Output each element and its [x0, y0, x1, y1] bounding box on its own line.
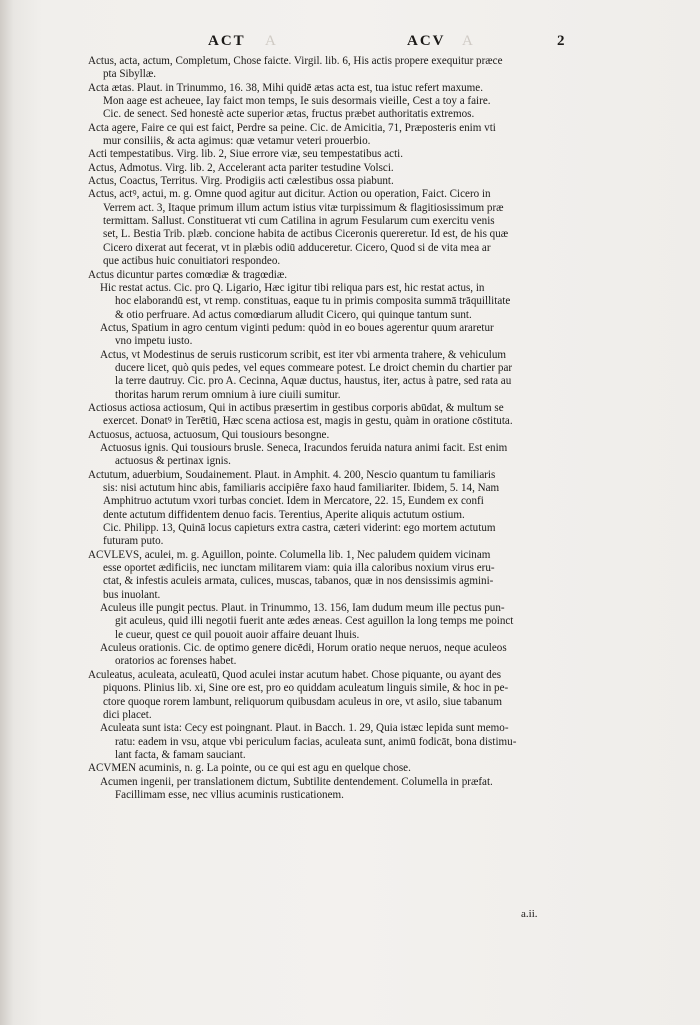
entry-line: bus inuolant. [103, 588, 161, 601]
dictionary-entry [88, 762, 610, 775]
dictionary-entry [88, 188, 610, 268]
entry-line: Acti tempestatibus. Virg. lib. 2, Siue errore viæ, seu tempestatibus acti. [88, 148, 404, 161]
page-spine-shadow [0, 0, 14, 1025]
entry-line: Actus, acta, actum, Completum, Chose faicte. Virgil. lib. 6, His actis propere exequitur præce [88, 55, 503, 67]
entry-line: Aculeus orationis. Cic. de optimo genere dicēdi, Horum oratio neque neruos, neque aculeos [100, 642, 507, 655]
entry-line: ducere licet, quò quis pedes, vel eques commeare potest. Le droict chemin du chartier par [115, 361, 513, 374]
entry-line: ratu: eadem in vsu, atque vbi periculum facias, aculeata sunt, animū fodicāt, bona distimu- [115, 735, 517, 748]
dictionary-subentry [88, 442, 610, 469]
entry-line: Cic. de senect. Sed honestè acte superior ætas, fructus præbet authoritatis extremos. [103, 108, 475, 121]
entry-line: thoritas harum rerum omnium à iure ciuili sumitur. [115, 388, 341, 401]
entry-line: Amphitruo actutum vxori turbas conciet. Idem in Mercatore, 22. 15, Eundem ex confi [103, 495, 484, 508]
dictionary-entry [88, 148, 610, 161]
entry-line: Cic. Philipp. 13, Quinā locus capieturs extra castra, cæteri viderint: ego mortem actutum [103, 522, 496, 535]
entry-line: Actus, vt Modestinus de seruis rusticorum scribit, est iter vbi armenta trahere, & vehiculum [100, 348, 507, 361]
dictionary-entry [88, 175, 610, 188]
entry-line: Aculeus ille pungit pectus. Plaut. in Trinummo, 13. 156, Iam dudum meum ille pectus pun- [100, 602, 505, 615]
dictionary-subentry [88, 322, 610, 349]
dictionary-entry [88, 269, 610, 282]
dictionary-entry [88, 669, 610, 722]
entry-line: Cicero dixerat aut fecerat, vt in plæbis odiū adduceretur. Cicero, Quod si de vita mea ar [103, 241, 491, 254]
dictionary-entry [88, 402, 610, 429]
dictionary-body [88, 55, 610, 802]
entry-line: Aculeatus, aculeata, aculeatū, Quod aculei instar acutum habet. Chose piquante, ou ayant des [88, 668, 502, 681]
dictionary-subentry [88, 642, 610, 669]
entry-line: Actuosus ignis. Qui tousiours brusle. Seneca, Iracundos feruida natura animi facit. Est enim [100, 441, 508, 454]
entry-line: actuosus & pertinax ignis. [115, 455, 231, 468]
header-left-ghost: A [265, 33, 278, 49]
running-header [0, 33, 700, 55]
entry-line: esse oportet ædificiis, nec iunctam militarem viam: quia illa caloribus noxium virus eru- [103, 562, 495, 575]
entry-line: Mon aage est acheuee, Iay faict mon temps, Ie suis desormais vieille, Cest a toy a faire. [103, 95, 491, 108]
entry-line: mur consiliis, & acta agimus: quæ vetamur veteri prouerbio. [103, 135, 371, 148]
dictionary-entry [88, 122, 610, 149]
entry-line: sis: nisi actutum hinc abis, familiaris accipiêre faxo haud familiariter. Ibidem, 5. 14, Nam [103, 482, 500, 494]
dictionary-subentry [88, 722, 610, 762]
entry-line: termittam. Sallust. Constituerat vti cum Catilina in agrum Fesularum cum exercitu venis [103, 215, 495, 228]
entry-line: dente actutum diffidentem denuo facis. Terentius, Aperite aliquis actutum ostium. [103, 508, 465, 521]
dictionary-entry [88, 429, 610, 442]
entry-line: Acta ætas. Plaut. in Trinummo, 16. 38, Mihi quidē ætas acta est, tua istuc refert maxume. [88, 81, 484, 94]
dictionary-entry [88, 469, 610, 549]
entry-line: Actus, Admotus. Virg. lib. 2, Accelerant acta pariter testudine Volsci. [88, 161, 394, 174]
entry-line: pta Sibyllæ. [103, 68, 157, 81]
dictionary-entry [88, 549, 610, 602]
entry-line: Verrem act. 3, Itaque primum illum actum istius vitæ turpissimum & flagitiosissimum præ [103, 201, 504, 214]
entry-line: Actuosus, actuosa, actuosum, Qui tousiours besongne. [88, 428, 330, 441]
entry-line: oratorios ac forenses habet. [115, 655, 237, 668]
dictionary-subentry [88, 776, 610, 803]
signature-mark: a.ii. [521, 908, 538, 920]
entry-line: exercet. Donatꝰ in Terētiū, Hæc scena actiosa est, magis in gestu, quàm in oratione cōstituta. [103, 415, 513, 428]
entry-line: & otio perfruare. Ad actus comœdiarum alludit Cicero, qui quinque tantum sunt. [115, 308, 472, 321]
header-right-word: ACV [407, 33, 446, 49]
entry-line: lant facta, & famam sauciant. [115, 748, 246, 761]
entry-line: Actiosus actiosa actiosum, Qui in actibus præsertim in gestibus corporis abūdat, & multum se [88, 401, 504, 414]
entry-line: Facillimam esse, nec vllius acuminis rusticationem. [115, 788, 344, 801]
dictionary-entry [88, 82, 610, 122]
entry-line: Acumen ingenii, per translationem dictum, Subtilite dentendement. Columella in præfat. [100, 775, 493, 788]
dictionary-entry [88, 55, 610, 82]
entry-line: que actibus huic conuitiatori respondeo. [103, 255, 281, 268]
entry-line: set, L. Bestia Trib. plæb. concione habita de actibus Ciceronis quereretur. Id est, de his quæ [103, 228, 509, 241]
entry-line: ACVLEVS, aculei, m. g. Aguillon, pointe. Columella lib. 1, Nec paludem quidem vicinam [88, 548, 491, 561]
dictionary-subentry [88, 282, 610, 322]
entry-line: ACVMEN acuminis, n. g. La pointe, ou ce qui est agu en quelque chose. [88, 762, 411, 775]
entry-line: hoc elaborandū est, vt remp. constituas, eaque tu in primis composita summā trāquillitate [115, 295, 511, 308]
header-left-word: ACT [208, 33, 246, 49]
entry-line: piquons. Plinius lib. xi, Sine ore est, pro eo quiddam aculeatum linguis simile, & hoc in pe- [103, 682, 509, 695]
entry-line: Acta agere, Faire ce qui est faict, Perdre sa peine. Cic. de Amicitia, 71, Præposteris enim vti [88, 121, 496, 134]
entry-line: ctat, & infestis aculeis armata, culices, muscas, tabanos, quæ in nos densissimis agmini- [103, 575, 494, 588]
dictionary-entry [88, 162, 610, 175]
entry-line: le cueur, quest ce quil pouoit auoir affaire deuant lhuis. [115, 628, 360, 641]
entry-line: Actus dicuntur partes comœdiæ & tragœdiæ. [88, 268, 288, 281]
entry-line: Actutum, aduerbium, Soudainement. Plaut. in Amphit. 4. 200, Nescio quantum tu familiaris [88, 468, 496, 481]
entry-line: ctore quoque rorem lambunt, reliquorum quibusdam aculeus in ore, vt asilo, siue tabanum [103, 695, 502, 708]
entry-line: Aculeata sunt ista: Cecy est poingnant. Plaut. in Bacch. 1. 29, Quia istæc lepida sunt memo- [100, 722, 509, 735]
entry-line: Hic restat actus. Cic. pro Q. Ligario, Hæc igitur tibi reliqua pars est, hic restat actus, in [100, 281, 485, 294]
entry-line: Actus, actꝰ, actui, m. g. Omne quod agitur aut dicitur. Action ou operation, Faict. Cicero in [88, 188, 491, 201]
entry-line: Actus, Coactus, Territus. Virg. Prodigiis acti cælestibus ossa piabunt. [88, 175, 394, 188]
dictionary-subentry [88, 349, 610, 402]
page-number: 2 [557, 33, 565, 49]
entry-line: vno impetu iusto. [115, 335, 193, 348]
entry-line: la terre dautruy. Cic. pro A. Cecinna, Aquæ ductus, haustus, iter, actus à patre, sed rata au [115, 375, 512, 388]
entry-line: dici placet. [103, 708, 152, 721]
entry-line: git aculeus, quid illi negotii fuerit ante ædes æneas. Cest aguillon la long temps me poinct [115, 615, 514, 628]
header-right-ghost: A [462, 33, 475, 49]
entry-line: Actus, Spatium in agro centum viginti pedum: quòd in eo boues agerentur quum araretur [100, 321, 494, 334]
dictionary-subentry [88, 602, 610, 642]
entry-line: futuram puto. [103, 535, 164, 548]
